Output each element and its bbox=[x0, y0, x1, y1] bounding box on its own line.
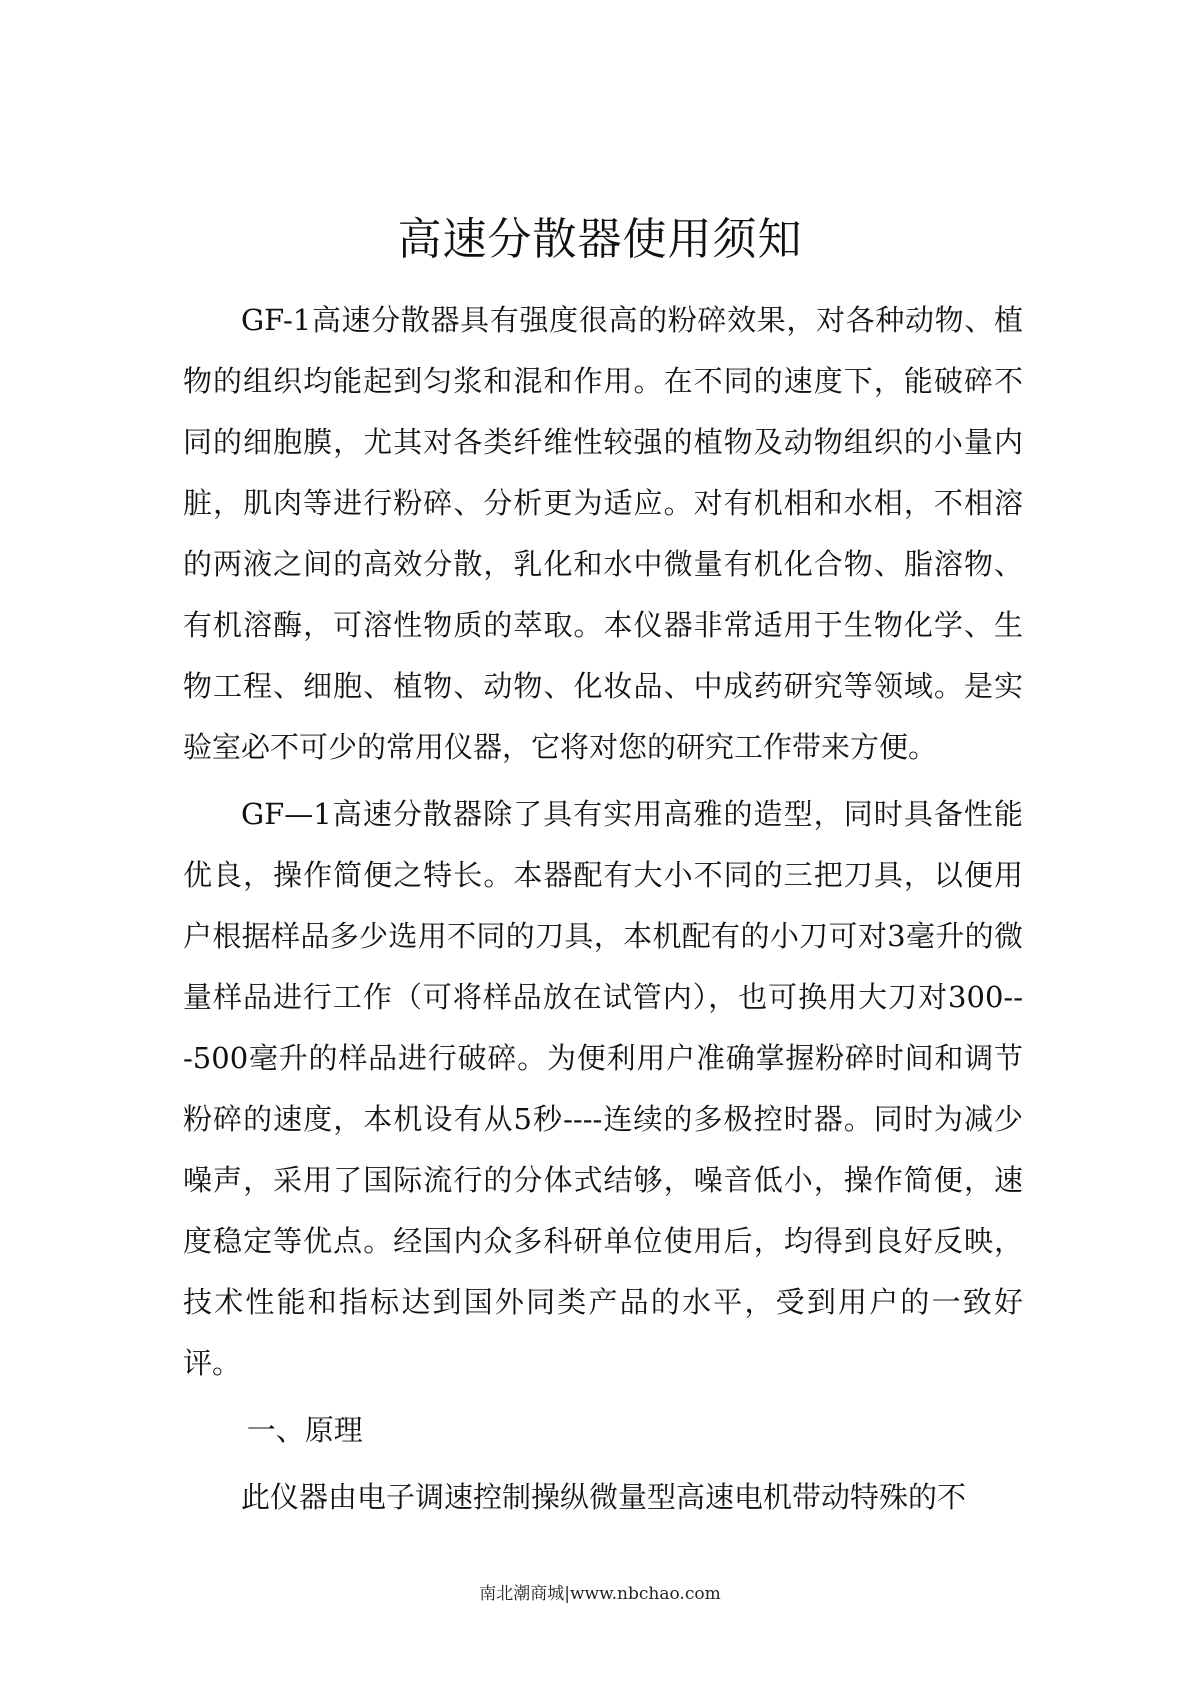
document-title: 高速分散器使用须知 bbox=[397, 214, 803, 265]
paragraph-intro: GF-1高速分散器具有强度很高的粉碎效果，对各种动物、植物的组织均能起到匀浆和混和作用。在不同的速度下，能破碎不同的细胞膜，尤其对各类纤维性较强的植物及动物组织的小量内脏，肌肉等进行粉碎、分析更为适应。对有机相和水相，不相溶的两液之间的高效分散，乳化和水中微量有机化合物、脂溶物、有机溶酶，可溶性物质的萃取。本仪器非常适用于生物化学、生物工程、细胞、植物、动物、化妆品、中成药研究等领域。是实验室必不可少的常用仪器，它将对您的研究工作带来方便。 bbox=[183, 303, 1023, 764]
page-footer: 南北潮商城|www.nbchao.com bbox=[479, 1584, 721, 1604]
document-body bbox=[183, 290, 1023, 1528]
paragraph-principle: 此仪器由电子调速控制操纵微量型高速电机带动特殊的不 bbox=[241, 1480, 967, 1514]
paragraph-features: GF—1高速分散器除了具有实用高雅的造型，同时具备性能优良，操作简便之特长。本器配有大小不同的三把刀具，以便用户根据样品多少选用不同的刀具，本机配有的小刀可对3毫升的微量样品进行工作（可将样品放在试管内），也可换用大刀对300---500毫升的样品进行破碎。为便利用户准确掌握粉碎时间和调节粉碎的速度，本机设有从5秒----连续的多极控时器。同时为减少噪声，采用了国际流行的分体式结够，噪音低小，操作简便，速度稳定等优点。经国内众多科研单位使用后，均得到良好反映，技术性能和指标达到国外同类产品的水平，受到用户的一致好评。 bbox=[183, 797, 1023, 1380]
section-heading-principle: 一、原理 bbox=[246, 1413, 363, 1447]
